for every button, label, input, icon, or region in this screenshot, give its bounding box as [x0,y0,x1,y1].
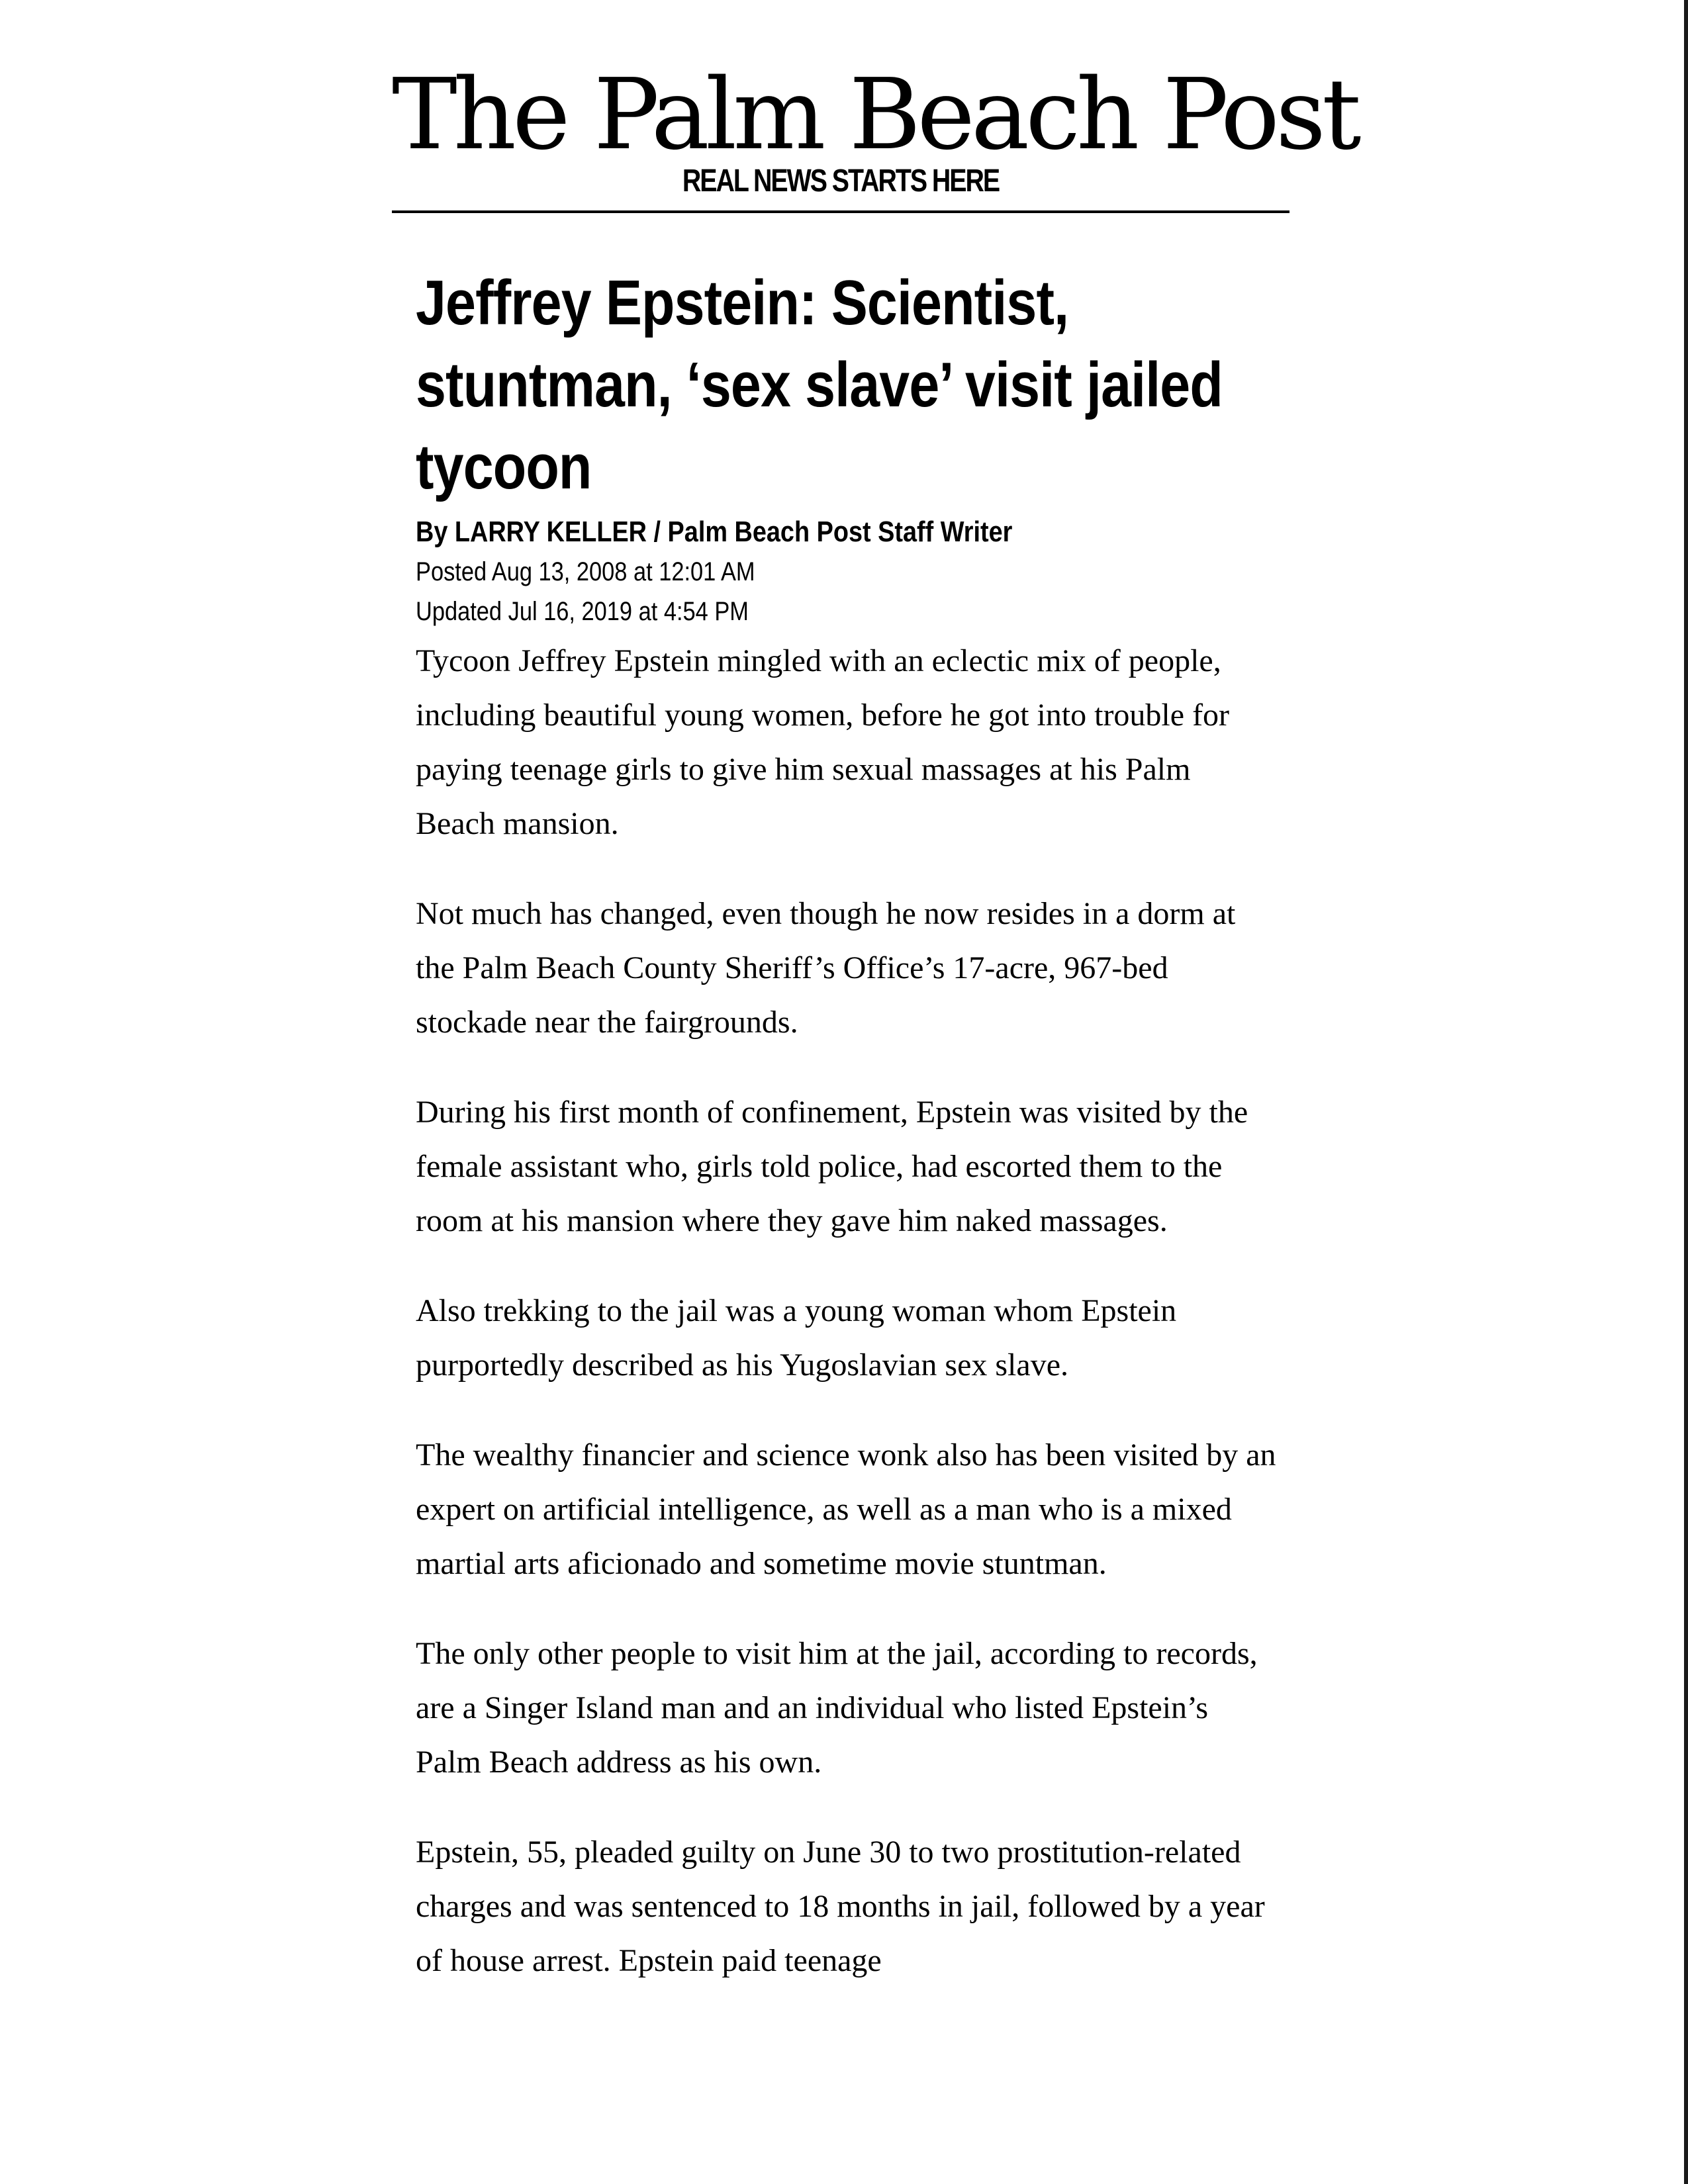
article-paragraph: Not much has changed, even though he now resides in a dorm at the Palm Beach County Sheriff’s Office’s 17-acre, 967-bed stockade near the fairgrounds. [416,896,1236,1040]
newspaper-logo: The Palm Beach Post [392,58,1358,171]
masthead [392,58,1358,199]
article-paragraph: During his first month of confinement, Epstein was visited by the female assistant who, girls told police, had escorted them to the room at his mansion where they gave him naked massages. [416,1095,1248,1238]
article-paragraph: The wealthy financier and science wonk also has been visited by an expert on artificial intelligence, as well as a man who is a mixed martial arts aficionado and sometime movie stuntman. [416,1437,1276,1581]
newspaper-tagline: REAL NEWS STARTS HERE [682,163,1000,199]
article-paragraph: Also trekking to the jail was a young woman whom Epstein purportedly described as his Yugoslavian sex slave. [416,1293,1177,1383]
article-body [416,634,1276,1988]
article-headline: Jeffrey Epstein: Scientist, stuntman, ‘sex slave’ visit jailed tycoon [416,267,1223,502]
posted-date: Posted Aug 13, 2008 at 12:01 AM [416,557,755,586]
article-byline: By LARRY KELLER / Palm Beach Post Staff Writer [416,516,1013,548]
updated-date: Updated Jul 16, 2019 at 4:54 PM [416,597,749,626]
masthead-divider [392,210,1289,213]
article-paragraph: Tycoon Jeffrey Epstein mingled with an eclectic mix of people, including beautiful young women, before he got into trouble for paying teenage girls to give him sexual massages at his Palm Beach mansion. [416,643,1230,841]
page-edge-border [1684,0,1688,2184]
article-paragraph: Epstein, 55, pleaded guilty on June 30 to two prostitution-related charges and was sentenced to 18 months in jail, followed by a year of house arrest. Epstein paid teenage [416,1835,1265,1978]
article [416,262,1276,2024]
article-paragraph: The only other people to visit him at the jail, according to records, are a Singer Island man and an individual who listed Epstein’s Palm Beach address as his own. [416,1636,1258,1780]
